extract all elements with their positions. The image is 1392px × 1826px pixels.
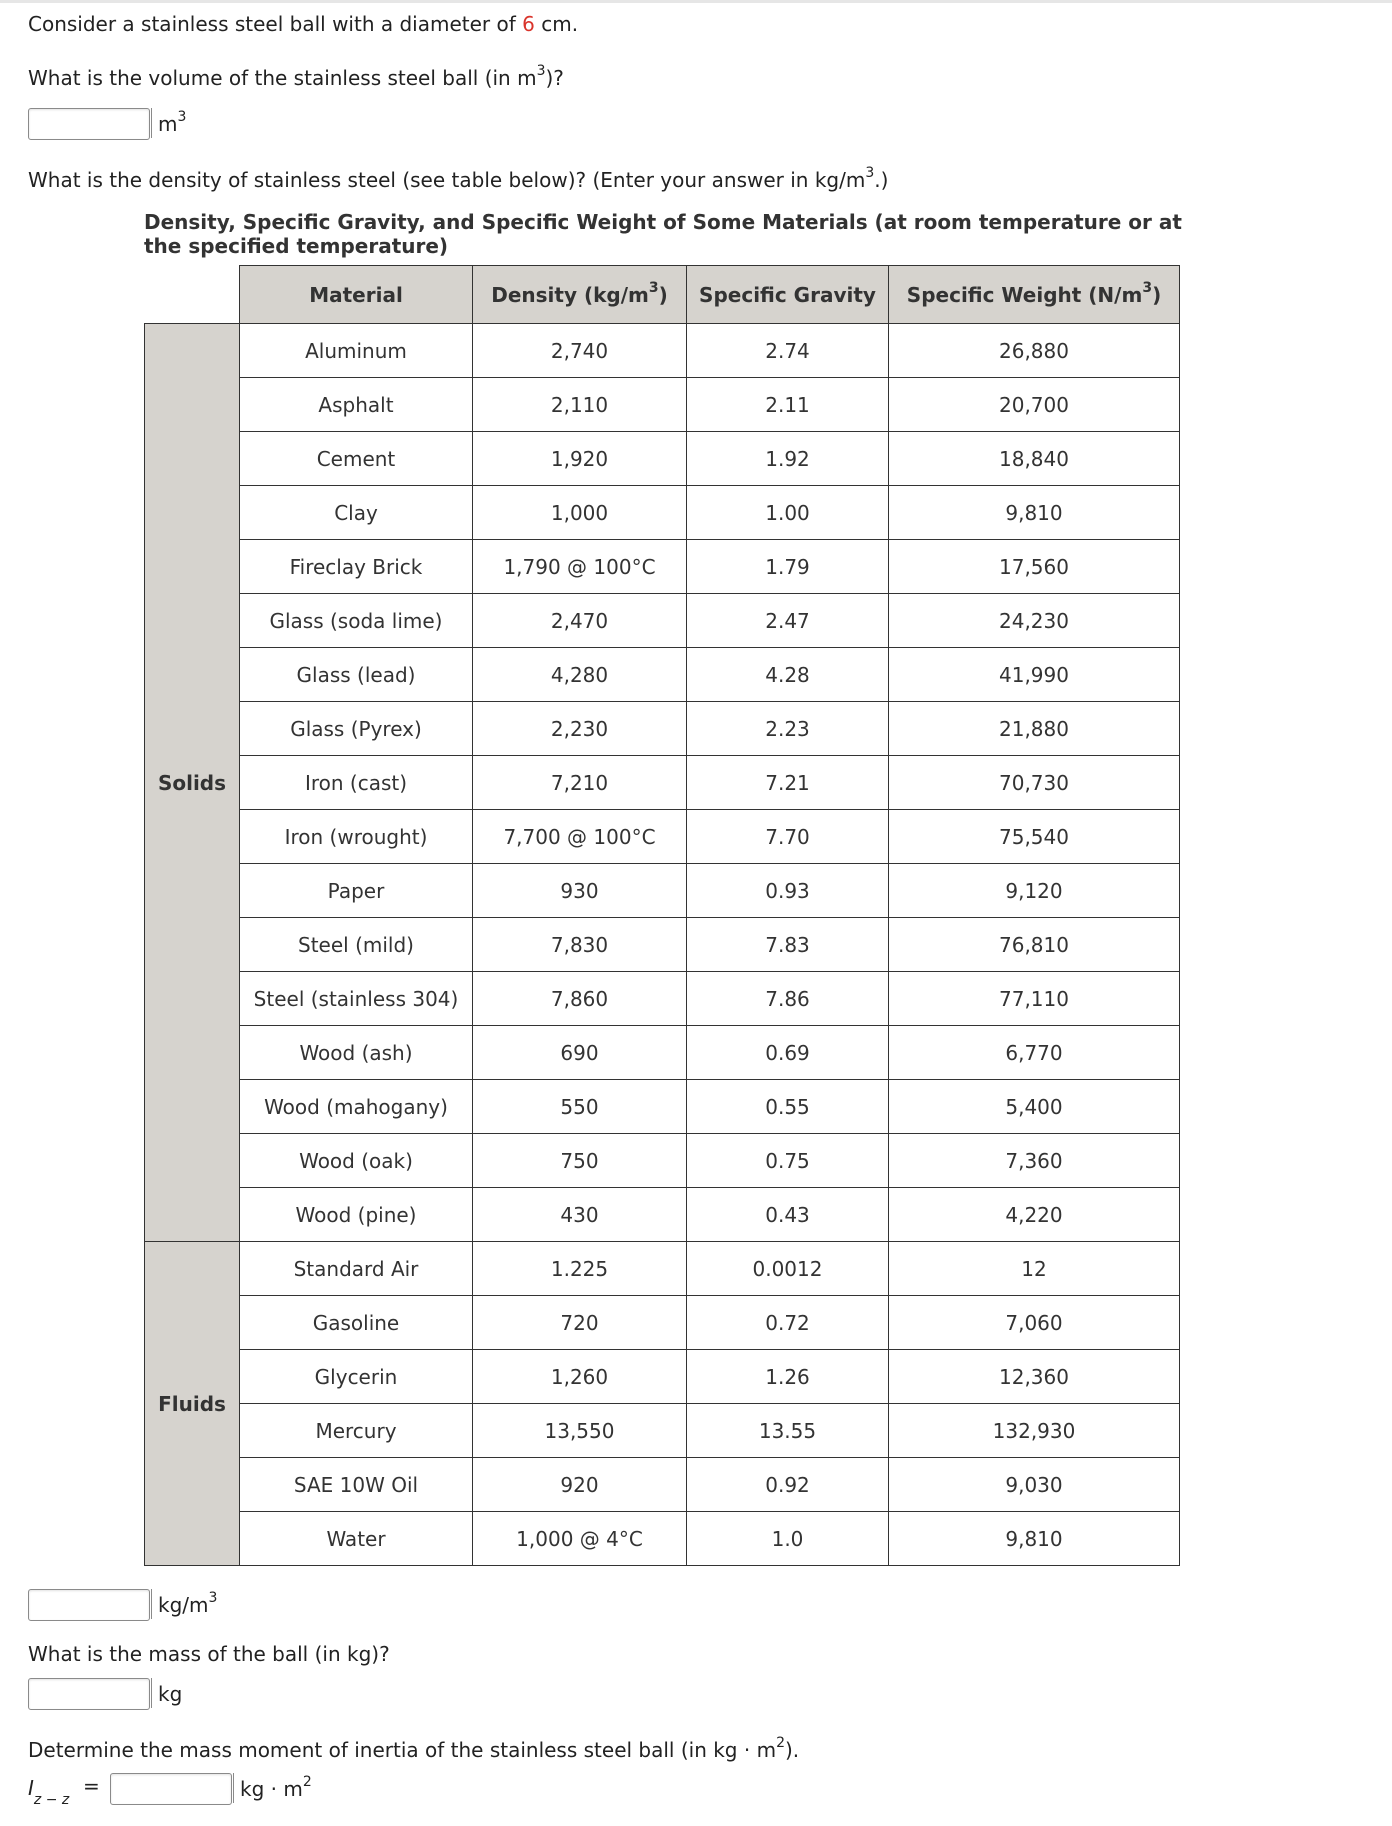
material-cell: Aluminum [240,324,473,378]
weight-cell: 70,730 [889,756,1180,810]
gravity-cell: 7.86 [687,972,889,1026]
material-cell: Glass (lead) [240,648,473,702]
table-row [145,594,1180,648]
mass-input[interactable] [28,1678,150,1710]
header-density [473,266,687,324]
table-body [145,324,1180,1566]
material-cell: Iron (wrought) [240,810,473,864]
density-cell: 690 [473,1026,687,1080]
material-cell: Iron (cast) [240,756,473,810]
density-cell: 2,110 [473,378,687,432]
density-unit-text: kg/m [158,1593,209,1617]
material-cell: Gasoline [240,1296,473,1350]
density-cell: 2,470 [473,594,687,648]
header-gravity: Specific Gravity [687,266,889,324]
header-blank [145,266,240,324]
density-cell: 7,830 [473,918,687,972]
solids-group-label: Solids [145,324,240,1242]
weight-cell: 6,770 [889,1026,1180,1080]
material-cell: Cement [240,432,473,486]
weight-cell: 24,230 [889,594,1180,648]
density-unit-sup: 3 [208,1590,218,1607]
density-cell: 1,000 @ 4°C [473,1512,687,1566]
gravity-cell: 0.72 [687,1296,889,1350]
gravity-cell: 2.74 [687,324,889,378]
material-cell: Wood (mahogany) [240,1080,473,1134]
weight-cell: 12,360 [889,1350,1180,1404]
intro-text [28,12,578,36]
inertia-unit [233,1773,312,1803]
table-row [145,756,1180,810]
table-row [145,540,1180,594]
weight-cell: 9,120 [889,864,1180,918]
inertia-unit-sup: 2 [302,1774,312,1791]
table-caption: Density, Specific Gravity, and Specific Weight of Some Materials (at room temperature or at the specified temperature) [144,210,1182,258]
density-cell: 920 [473,1458,687,1512]
volume-question-text: What is the volume of the stainless steel ball (in m [28,66,537,90]
table-row [145,1026,1180,1080]
density-cell: 7,860 [473,972,687,1026]
table-row [145,1458,1180,1512]
diameter-value: 6 [522,12,535,36]
material-cell: Fireclay Brick [240,540,473,594]
material-cell: Steel (mild) [240,918,473,972]
mass-question: What is the mass of the ball (in kg)? [28,1642,390,1666]
density-cell: 7,210 [473,756,687,810]
gravity-cell: 1.26 [687,1350,889,1404]
weight-cell: 9,810 [889,486,1180,540]
density-question-text: What is the density of stainless steel (see table below)? (Enter your answer in kg/m [28,168,866,192]
table-row [145,1080,1180,1134]
density-question-sup: 3 [865,165,875,182]
density-question [28,165,889,192]
table-row [145,1404,1180,1458]
gravity-cell: 2.47 [687,594,889,648]
weight-cell: 77,110 [889,972,1180,1026]
inertia-question-text: Determine the mass moment of inertia of the stainless steel ball (in kg · m [28,1738,777,1762]
gravity-cell: 4.28 [687,648,889,702]
gravity-cell: 1.00 [687,486,889,540]
inertia-equals: = [83,1774,100,1798]
material-cell: Glass (Pyrex) [240,702,473,756]
weight-cell: 4,220 [889,1188,1180,1242]
table-row [145,1512,1180,1566]
header-weight-sup: 3 [1142,279,1153,296]
gravity-cell: 0.92 [687,1458,889,1512]
materials-table [144,265,1180,1566]
table-row [145,1134,1180,1188]
inertia-label-main: I [28,1776,34,1800]
table-row [145,432,1180,486]
table-row [145,702,1180,756]
intro-before: Consider a stainless steel ball with a diameter of [28,12,523,36]
density-question-end: .) [874,168,889,192]
weight-cell: 132,930 [889,1404,1180,1458]
table-row [145,1188,1180,1242]
header-material: Material [240,266,473,324]
weight-cell: 21,880 [889,702,1180,756]
gravity-cell: 7.21 [687,756,889,810]
volume-unit [151,108,186,138]
mass-unit: kg [151,1678,182,1708]
gravity-cell: 0.93 [687,864,889,918]
density-unit [151,1589,217,1619]
inertia-label [28,1776,70,1808]
gravity-cell: 0.0012 [687,1242,889,1296]
density-cell: 4,280 [473,648,687,702]
gravity-cell: 1.79 [687,540,889,594]
density-cell: 430 [473,1188,687,1242]
density-cell: 720 [473,1296,687,1350]
gravity-cell: 2.11 [687,378,889,432]
inertia-question [28,1735,800,1762]
volume-question [28,63,564,90]
intro-after: cm. [534,12,579,36]
density-cell: 1,920 [473,432,687,486]
weight-cell: 12 [889,1242,1180,1296]
weight-cell: 18,840 [889,432,1180,486]
table-row [145,972,1180,1026]
weight-cell: 7,360 [889,1134,1180,1188]
density-cell: 1.225 [473,1242,687,1296]
material-cell: Standard Air [240,1242,473,1296]
volume-question-sup: 3 [536,63,546,80]
header-density-end: ) [658,282,668,307]
table-row [145,486,1180,540]
volume-unit-text: m [158,112,178,136]
material-cell: Wood (oak) [240,1134,473,1188]
material-cell: Glycerin [240,1350,473,1404]
gravity-cell: 7.70 [687,810,889,864]
density-cell: 550 [473,1080,687,1134]
weight-cell: 9,030 [889,1458,1180,1512]
header-density-text: Density (kg/m [491,282,649,307]
header-density-sup: 3 [648,279,659,296]
material-cell: SAE 10W Oil [240,1458,473,1512]
density-cell: 930 [473,864,687,918]
table-row [145,648,1180,702]
gravity-cell: 13.55 [687,1404,889,1458]
table-row [145,1242,1180,1296]
density-cell: 13,550 [473,1404,687,1458]
inertia-question-end: ). [784,1738,800,1762]
table-row [145,378,1180,432]
header-weight [889,266,1180,324]
table-row [145,810,1180,864]
material-cell: Steel (stainless 304) [240,972,473,1026]
inertia-label-sub: z − z [33,1792,70,1808]
header-weight-text: Specific Weight (N/m [906,282,1143,307]
header-weight-end: ) [1152,282,1162,307]
gravity-cell: 1.92 [687,432,889,486]
material-cell: Clay [240,486,473,540]
density-cell: 7,700 @ 100°C [473,810,687,864]
density-cell: 1,790 @ 100°C [473,540,687,594]
material-cell: Asphalt [240,378,473,432]
top-divider [0,0,1392,3]
table-row [145,324,1180,378]
material-cell: Glass (soda lime) [240,594,473,648]
table-row [145,918,1180,972]
gravity-cell: 0.55 [687,1080,889,1134]
material-cell: Paper [240,864,473,918]
density-input[interactable] [28,1589,150,1621]
volume-input[interactable] [28,108,150,140]
table-row [145,864,1180,918]
inertia-question-sup: 2 [776,1735,785,1752]
weight-cell: 20,700 [889,378,1180,432]
density-cell: 750 [473,1134,687,1188]
fluids-group-label: Fluids [145,1242,240,1566]
material-cell: Wood (ash) [240,1026,473,1080]
table-row [145,1296,1180,1350]
volume-question-end: )? [545,66,564,90]
gravity-cell: 0.43 [687,1188,889,1242]
gravity-cell: 2.23 [687,702,889,756]
table-row [145,1350,1180,1404]
material-cell: Mercury [240,1404,473,1458]
weight-cell: 5,400 [889,1080,1180,1134]
density-cell: 2,230 [473,702,687,756]
volume-unit-sup: 3 [177,109,187,126]
weight-cell: 9,810 [889,1512,1180,1566]
weight-cell: 26,880 [889,324,1180,378]
weight-cell: 75,540 [889,810,1180,864]
table-header-row [145,266,1180,324]
weight-cell: 41,990 [889,648,1180,702]
density-cell: 1,260 [473,1350,687,1404]
gravity-cell: 0.69 [687,1026,889,1080]
weight-cell: 7,060 [889,1296,1180,1350]
inertia-unit-text: kg · m [240,1777,303,1801]
density-cell: 1,000 [473,486,687,540]
weight-cell: 17,560 [889,540,1180,594]
weight-cell: 76,810 [889,918,1180,972]
density-cell: 2,740 [473,324,687,378]
material-cell: Water [240,1512,473,1566]
material-cell: Wood (pine) [240,1188,473,1242]
gravity-cell: 7.83 [687,918,889,972]
inertia-input[interactable] [110,1773,232,1805]
gravity-cell: 0.75 [687,1134,889,1188]
gravity-cell: 1.0 [687,1512,889,1566]
